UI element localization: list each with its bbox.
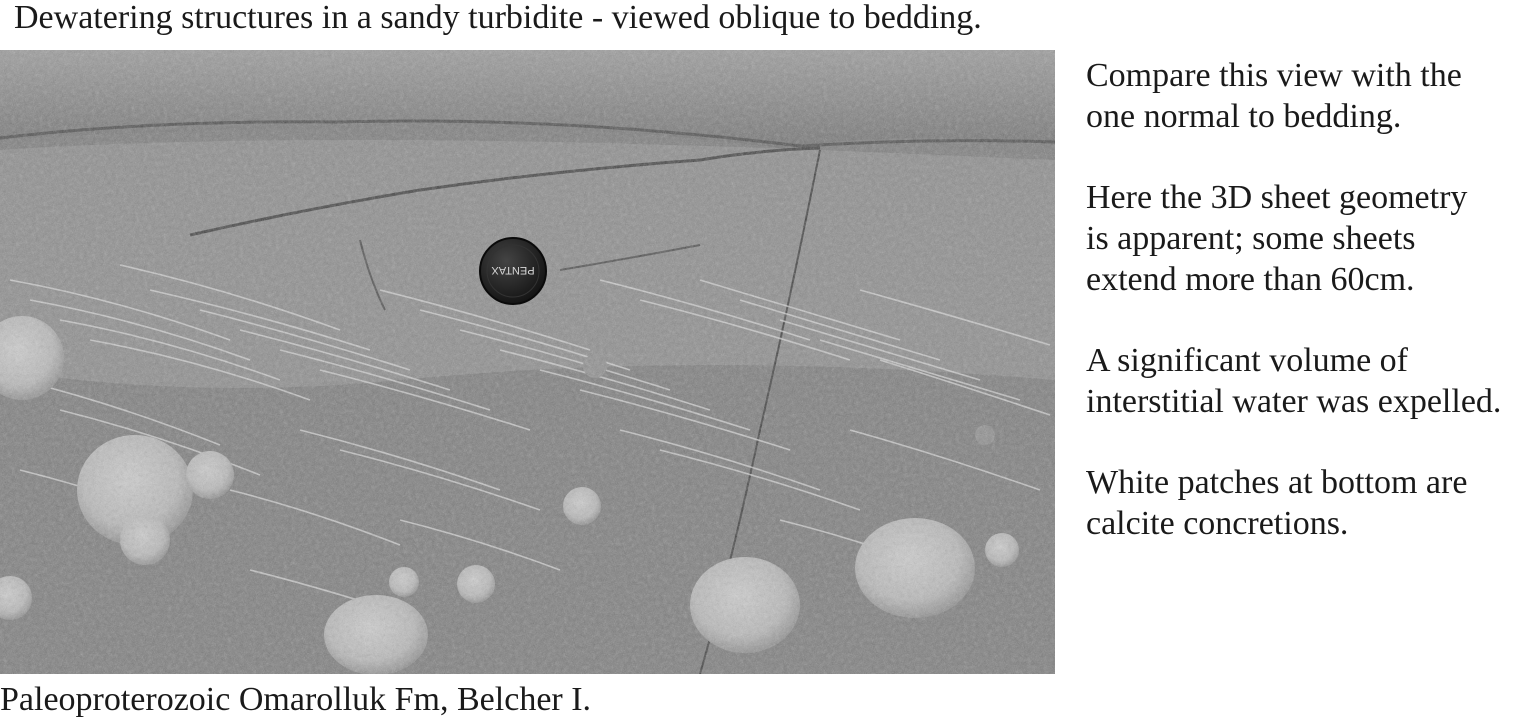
note-calcite-concretions: White patches at bottom are calcite concretions. — [1086, 464, 1468, 542]
lens-cap — [480, 238, 546, 304]
figure-title: Dewatering structures in a sandy turbidite - viewed oblique to bedding. — [14, 0, 982, 36]
explanatory-notes — [1086, 55, 1536, 584]
note-sheet-geometry: Here the 3D sheet geometry is apparent; some sheets extend more than 60cm. — [1086, 179, 1468, 298]
note-water-expelled: A significant volume of interstitial water was expelled. — [1086, 342, 1502, 420]
outcrop-photo — [0, 50, 1055, 674]
figure-caption: Paleoproterozoic Omarolluk Fm, Belcher I. — [0, 681, 592, 718]
lens-cap-text: PENTAX — [491, 264, 535, 276]
note-compare: Compare this view with the one normal to bedding. — [1086, 57, 1462, 135]
